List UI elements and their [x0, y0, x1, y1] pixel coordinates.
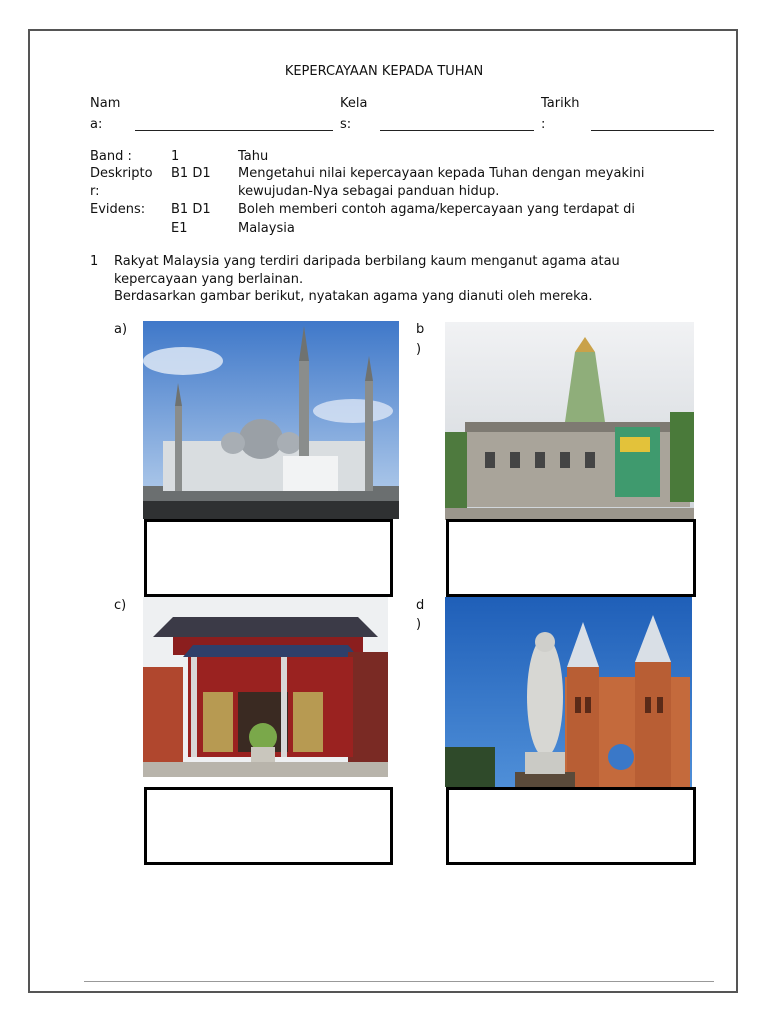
evidens-text-1: Boleh memberi contoh agama/kepercayaan yang terdapat di	[238, 202, 635, 217]
answer-box-a[interactable]	[144, 519, 393, 597]
question-line-2: kepercayaan yang berlainan.	[114, 272, 304, 287]
deskriptor-text-2: kewujudan-Nya sebagai panduan hidup.	[238, 184, 500, 199]
cathedral-photo	[445, 597, 692, 787]
chinese-temple-photo	[143, 597, 388, 777]
nama-field[interactable]	[135, 130, 333, 131]
kelas-label-2: s:	[340, 117, 352, 132]
question-number: 1	[90, 254, 99, 269]
deskriptor-text-1: Mengetahui nilai kepercayaan kepada Tuhan dengan meyakini	[238, 166, 645, 181]
tarikh-field[interactable]	[591, 130, 714, 131]
answer-box-b[interactable]	[446, 519, 696, 597]
label-c: c)	[114, 598, 127, 613]
kelas-field[interactable]	[380, 130, 534, 131]
tarikh-label-2: :	[541, 117, 546, 132]
question-line-1: Rakyat Malaysia yang terdiri daripada berbilang kaum menganut agama atau	[114, 254, 620, 269]
deskriptor-code: B1 D1	[171, 166, 211, 181]
kelas-label-1: Kela	[340, 96, 368, 111]
deskriptor-label-2: r:	[90, 184, 100, 199]
evidens-text-2: Malaysia	[238, 221, 295, 236]
nama-label-2: a:	[90, 117, 103, 132]
band-value: 1	[171, 149, 180, 164]
question-line-3: Berdasarkan gambar berikut, nyatakan agama yang dianuti oleh mereka.	[114, 289, 593, 304]
band-desc: Tahu	[238, 149, 269, 164]
page-title: KEPERCAYAAN KEPADA TUHAN	[284, 64, 484, 79]
footer-divider	[84, 981, 714, 982]
band-label: Band :	[90, 149, 132, 164]
nama-label-1: Nam	[90, 96, 121, 111]
label-d-1: d	[416, 598, 425, 613]
label-d-2: )	[416, 617, 422, 632]
evidens-label: Evidens:	[90, 202, 146, 217]
answer-box-c[interactable]	[144, 787, 393, 865]
deskriptor-label-1: Deskripto	[90, 166, 153, 181]
label-b-1: b	[416, 322, 425, 337]
evidens-code-2: E1	[171, 221, 188, 236]
mosque-photo	[143, 321, 399, 519]
hindu-temple-photo	[445, 322, 694, 520]
label-a: a)	[114, 322, 128, 337]
tarikh-label-1: Tarikh	[541, 96, 580, 111]
label-b-2: )	[416, 342, 422, 357]
evidens-code-1: B1 D1	[171, 202, 211, 217]
answer-box-d[interactable]	[446, 787, 696, 865]
